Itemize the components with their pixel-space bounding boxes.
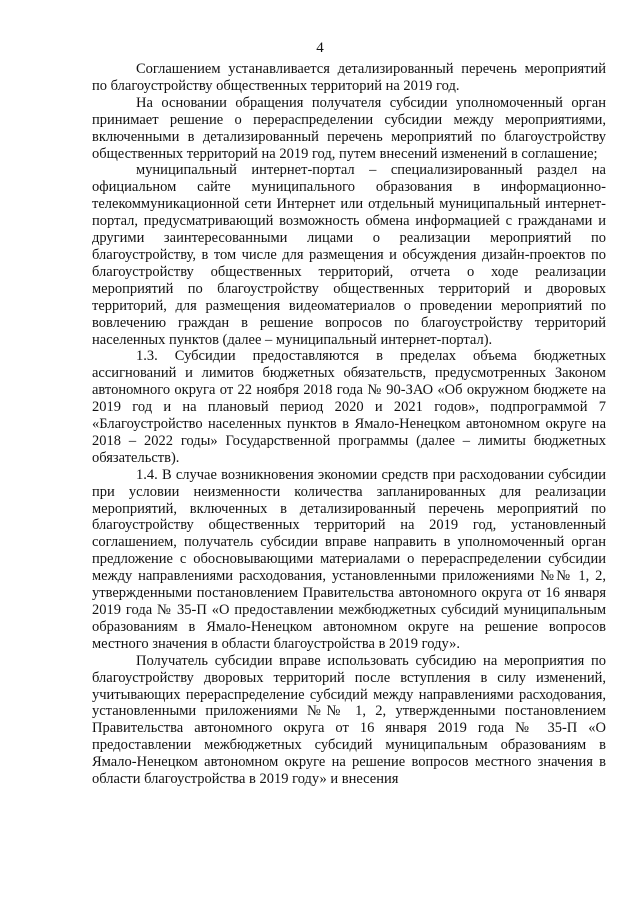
paragraph-1-3-subsidies: 1.3. Субсидии предоставляются в пределах объема бюджетных ассигнований и лимитов бюджетных обязательств, предусмотренных Законом автономного округа от 22 ноября 2018 года № 90-ЗАО «Об окружном бюджете на 2019 год и на плановый период 2020 и 2021 годов», подпрограммой 7 «Благоустройство населенных пунктов в Ямало-Ненецком автономном округе на 2018 – 2022 годы» Государственной программы (далее – лимиты бюджетных обязательств).	[92, 348, 606, 466]
paragraph-redistribution: На основании обращения получателя субсидии уполномоченный орган принимает решение о перераспределении субсидии между мероприятиями, включенными в детализированный перечень мероприятий по благоустройству общественных территорий на 2019 год, путем внесений изменений в соглашение;	[92, 94, 606, 162]
paragraph-1-4-savings: 1.4. В случае возникновения экономии средств при расходовании субсидии при условии неизменности количества запланированных для реализации мероприятий, включенных в детализированный перечень мероприятий по благоустройству общественных территорий на 2019 год, установленный соглашением, получатель субсидии вправе направить в уполномоченный орган предложение с обосновывающими материалами о перераспределении субсидии между направлениями расходования, установленными приложениями №№ 1, 2, утвержденными постановлением Правительства автономного округа от 16 января 2019 года № 35-П «О предоставлении межбюджетных субсидий муниципальным образованиям в Ямало-Ненецком автономном округе на решение вопросов местного значения в области благоустройства в 2019 году».	[92, 466, 606, 652]
paragraph-agreement-list: Соглашением устанавливается детализированный перечень мероприятий по благоустройству общественных территорий на 2019 год.	[92, 61, 606, 94]
paragraph-internet-portal: муниципальный интернет-портал – специализированный раздел на официальном сайте муниципального образования в информационно-телекоммуникационной сети Интернет или отдельный муниципальный интернет-портал, предусматривающий возможность обмена информацией с гражданами и другими заинтересованными лицами о реализации мероприятий по благоустройству, в том числе для размещения и обсуждения дизайн-проектов по благоустройству общественных территорий, отчета о ходе реализации мероприятий по благоустройству общественных территорий и дворовых территорий, для размещения видеоматериалов о проведении мероприятий по вовлечению граждан в решение вопросов по благоустройству территорий населенных пунктов (далее – муниципальный интернет-портал).	[92, 162, 606, 348]
paragraph-recipient-rights: Получатель субсидии вправе использовать субсидию на мероприятия по благоустройству дворовых территорий после вступления в силу изменений, учитывающих перераспределение субсидий между направлениями расходования, установленными приложениями №№ 1, 2, утвержденными постановлением Правительства автономного округа от 16 января 2019 года № 35-П «О предоставлении межбюджетных субсидий муниципальным образованиям в Ямало-Ненецком автономном округе на решение вопросов местного значения в области благоустройства в 2019 году» и внесения	[92, 652, 606, 788]
document-body	[92, 61, 606, 788]
page-number: 4	[316, 40, 324, 56]
